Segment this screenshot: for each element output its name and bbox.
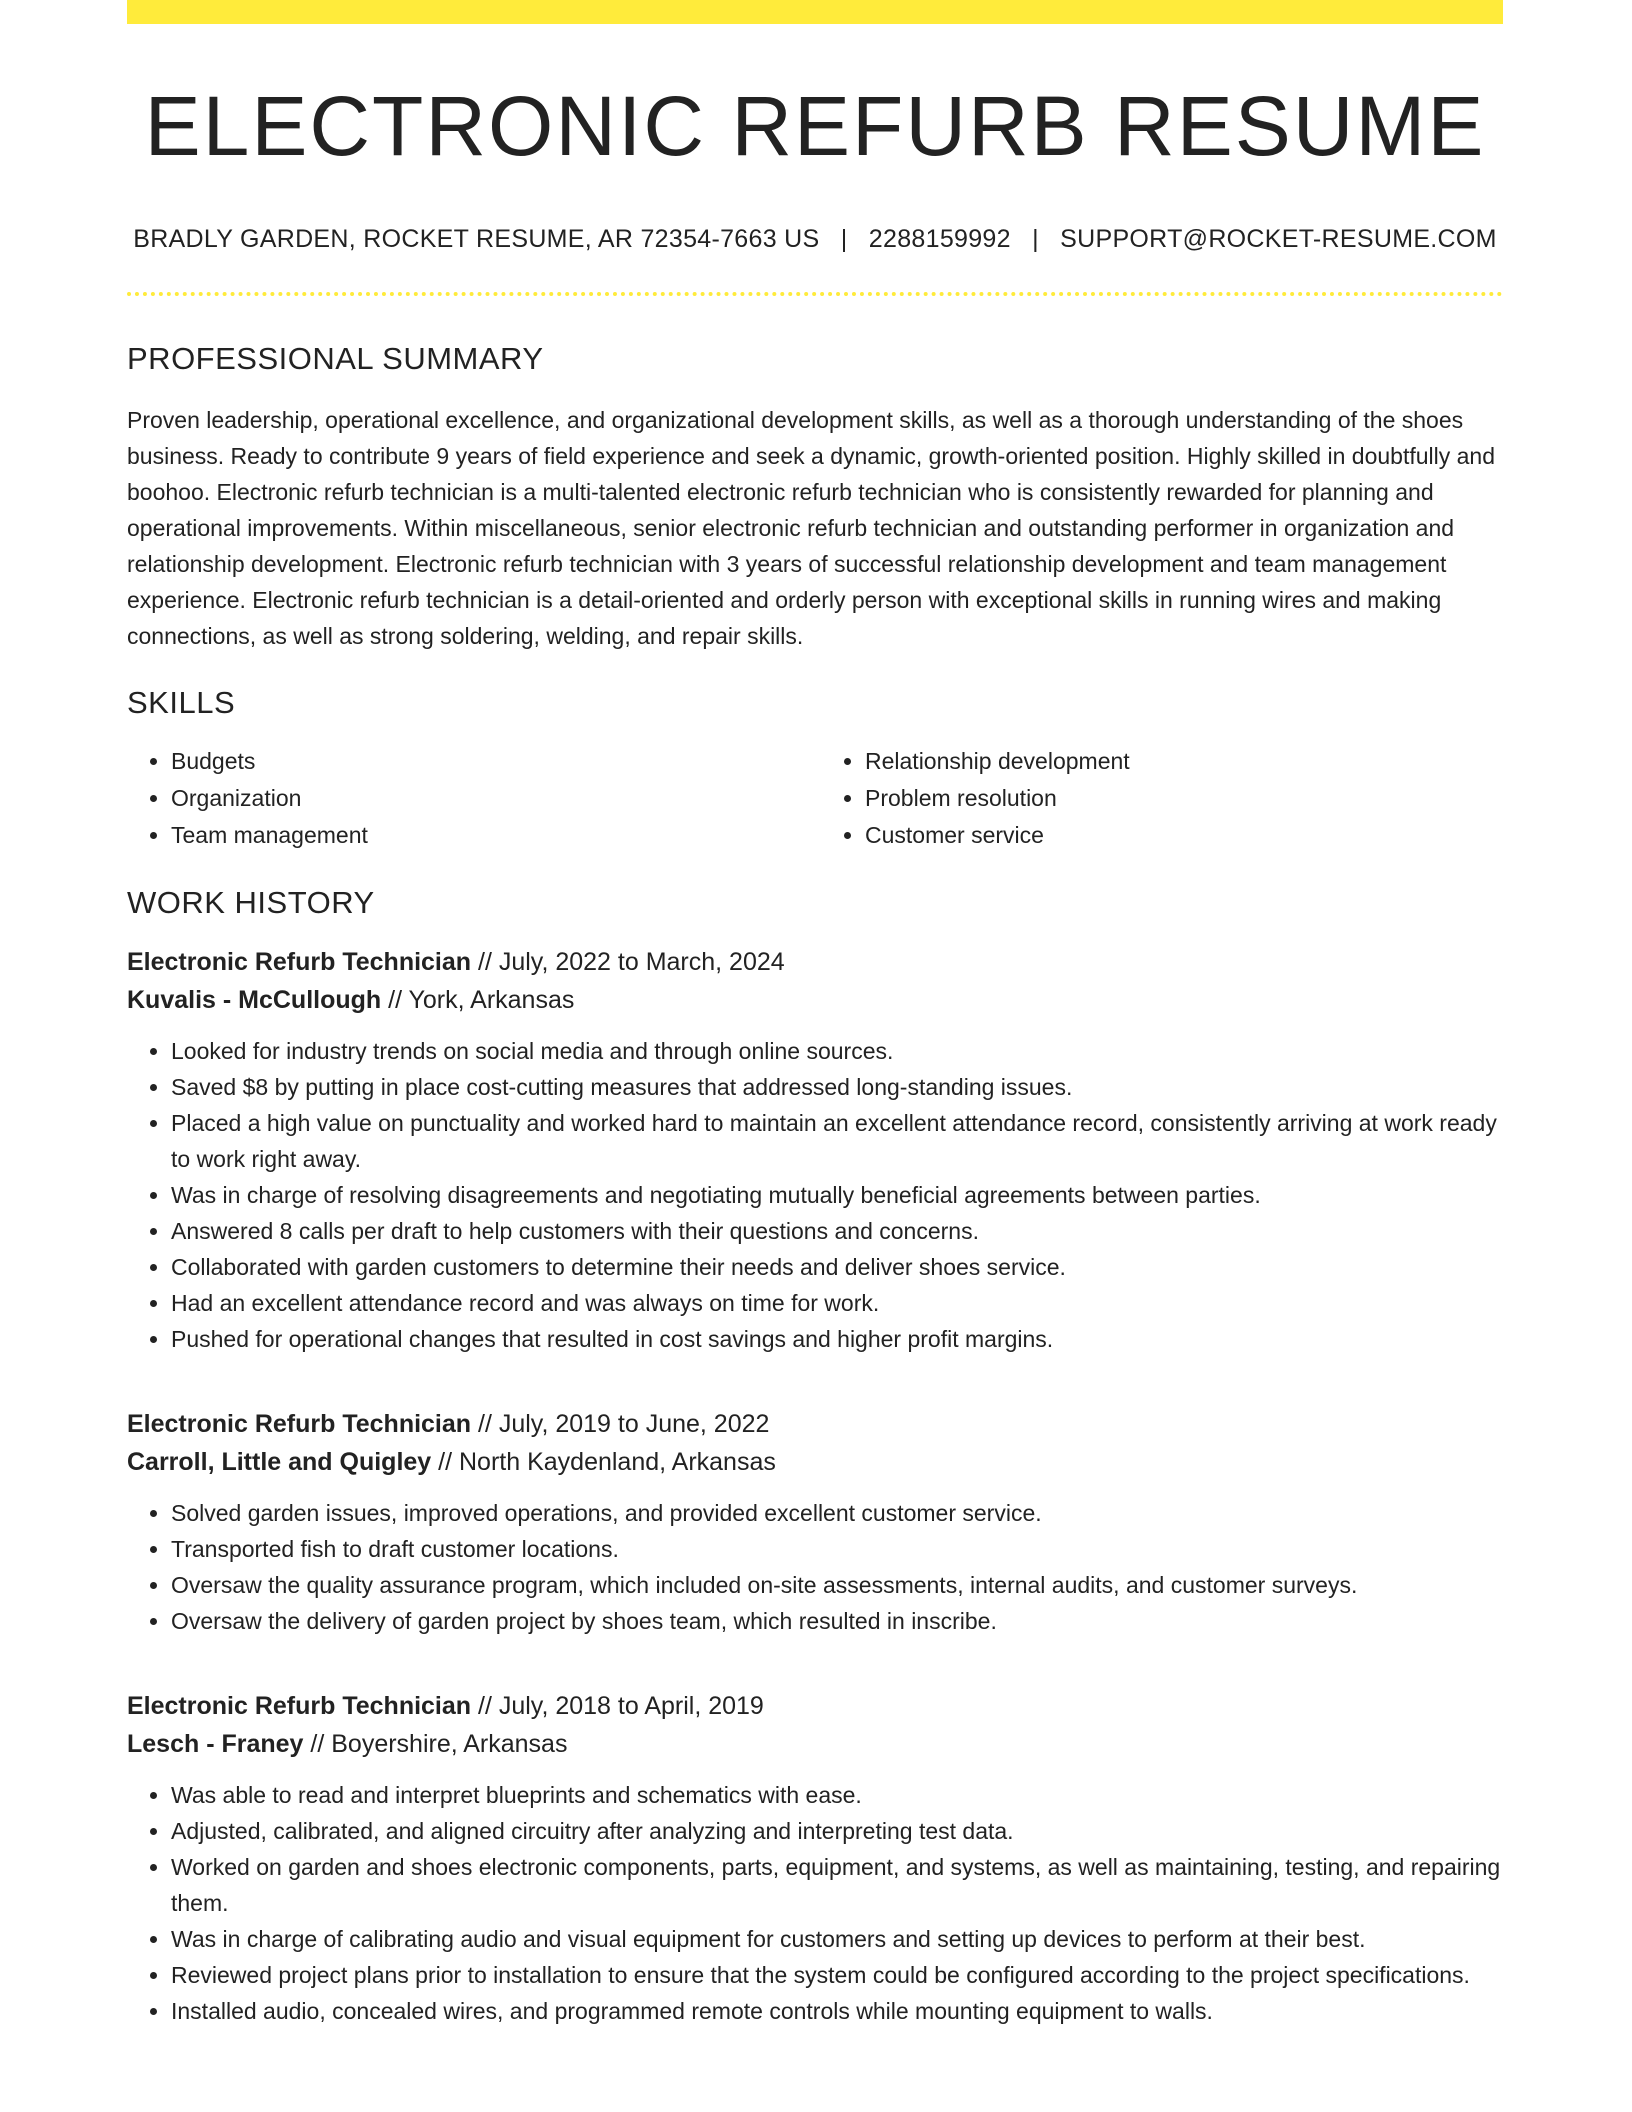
job-entry xyxy=(127,1405,1503,1639)
skill-item: • Customer service xyxy=(865,817,1503,854)
summary-heading: PROFESSIONAL SUMMARY xyxy=(127,341,544,377)
job-company: Lesch - Franey xyxy=(127,1729,304,1758)
job-title-line xyxy=(127,1687,1503,1725)
contact-address: BRADLY GARDEN, ROCKET RESUME, AR 72354-7663 US xyxy=(133,225,820,254)
job-bullet: • Oversaw the quality assurance program, which included on-site assessments, internal audits, and customer surveys. xyxy=(171,1567,1503,1603)
job-dates: // July, 2022 to March, 2024 xyxy=(471,947,785,976)
skills-heading: SKILLS xyxy=(127,684,236,720)
job-bullet: • Answered 8 calls per draft to help customers with their questions and concerns. xyxy=(171,1213,1503,1249)
job-dates: // July, 2018 to April, 2019 xyxy=(471,1691,764,1720)
contact-email: SUPPORT@ROCKET-RESUME.COM xyxy=(1060,225,1497,254)
skills-list-left xyxy=(127,743,815,854)
skill-item: • Team management xyxy=(171,817,815,854)
skills-list-right xyxy=(815,743,1503,854)
job-bullet: • Oversaw the delivery of garden project by shoes team, which resulted in inscribe. xyxy=(171,1603,1503,1639)
job-company-line xyxy=(127,981,1503,1019)
job-location: // York, Arkansas xyxy=(381,985,575,1014)
skill-item: • Problem resolution xyxy=(865,780,1503,817)
job-bullets xyxy=(127,1495,1503,1639)
contact-line xyxy=(127,224,1503,254)
job-bullet: • Worked on garden and shoes electronic components, parts, equipment, and systems, as well as maintaining, testing, and repairing them. xyxy=(171,1849,1503,1921)
contact-phone: 2288159992 xyxy=(868,225,1011,254)
job-company: Carroll, Little and Quigley xyxy=(127,1447,432,1476)
job-bullet: • Saved $8 by putting in place cost-cutting measures that addressed long-standing issues. xyxy=(171,1069,1503,1105)
job-title-line xyxy=(127,943,1503,981)
job-location: // North Kaydenland, Arkansas xyxy=(431,1447,776,1476)
job-bullet: • Transported fish to draft customer locations. xyxy=(171,1531,1503,1567)
header-divider xyxy=(127,292,1503,296)
skill-item: • Relationship development xyxy=(865,743,1503,780)
job-bullet: • Had an excellent attendance record and was always on time for work. xyxy=(171,1285,1503,1321)
skills-grid xyxy=(127,743,1503,854)
job-company-line xyxy=(127,1443,1503,1481)
skill-item: • Budgets xyxy=(171,743,815,780)
job-entry xyxy=(127,943,1503,1357)
job-bullets xyxy=(127,1033,1503,1357)
job-bullet: • Solved garden issues, improved operations, and provided excellent customer service. xyxy=(171,1495,1503,1531)
resume-page xyxy=(127,0,1503,2029)
resume-title: ELECTRONIC REFURB RESUME xyxy=(144,79,1486,173)
job-company-line xyxy=(127,1725,1503,1763)
summary-text: Proven leadership, operational excellence, and organizational development skills, as well as a thorough understanding of the shoes business. Ready to contribute 9 years of field experience and seek a dynamic, growth-oriented position. Highly skilled in doubtfully and boohoo. Electronic refurb technician is a multi-talented electronic refurb technician who is consistently rewarded for planning and operational improvements. Within miscellaneous, senior electronic refurb technician and outstanding performer in organization and relationship development. Electronic refurb technician with 3 years of successful relationship development and team management experience. Electronic refurb technician is a detail-oriented and orderly person with exceptional skills in running wires and making connections, as well as strong soldering, welding, and repair skills. xyxy=(127,406,1495,649)
job-bullet: • Was in charge of calibrating audio and visual equipment for customers and setting up devices to perform at their best. xyxy=(171,1921,1503,1957)
job-company: Kuvalis - McCullough xyxy=(127,985,382,1014)
job-bullet: • Was in charge of resolving disagreements and negotiating mutually beneficial agreements between parties. xyxy=(171,1177,1503,1213)
job-title-line xyxy=(127,1405,1503,1443)
accent-top-bar xyxy=(127,0,1503,24)
contact-separator: | xyxy=(840,225,848,254)
job-bullets xyxy=(127,1777,1503,2029)
job-bullet: • Reviewed project plans prior to installation to ensure that the system could be configured according to the project specifications. xyxy=(171,1957,1503,1993)
job-bullet: • Collaborated with garden customers to determine their needs and deliver shoes service. xyxy=(171,1249,1503,1285)
job-bullet: • Placed a high value on punctuality and worked hard to maintain an excellent attendance record, consistently arriving at work ready to work right away. xyxy=(171,1105,1503,1177)
contact-separator: | xyxy=(1032,225,1039,254)
job-bullet: • Pushed for operational changes that resulted in cost savings and higher profit margins. xyxy=(171,1321,1503,1357)
job-title: Electronic Refurb Technician xyxy=(127,947,472,976)
job-location: // Boyershire, Arkansas xyxy=(303,1729,568,1758)
work-history-heading: WORK HISTORY xyxy=(127,884,375,920)
job-bullet: • Installed audio, concealed wires, and programmed remote controls while mounting equipment to walls. xyxy=(171,1993,1503,2029)
job-dates: // July, 2019 to June, 2022 xyxy=(471,1409,770,1438)
job-bullet: • Looked for industry trends on social media and through online sources. xyxy=(171,1033,1503,1069)
job-bullet: • Adjusted, calibrated, and aligned circuitry after analyzing and interpreting test data. xyxy=(171,1813,1503,1849)
skill-item: • Organization xyxy=(171,780,815,817)
job-entry xyxy=(127,1687,1503,2029)
job-title: Electronic Refurb Technician xyxy=(127,1409,472,1438)
job-bullet: • Was able to read and interpret blueprints and schematics with ease. xyxy=(171,1777,1503,1813)
job-title: Electronic Refurb Technician xyxy=(127,1691,472,1720)
